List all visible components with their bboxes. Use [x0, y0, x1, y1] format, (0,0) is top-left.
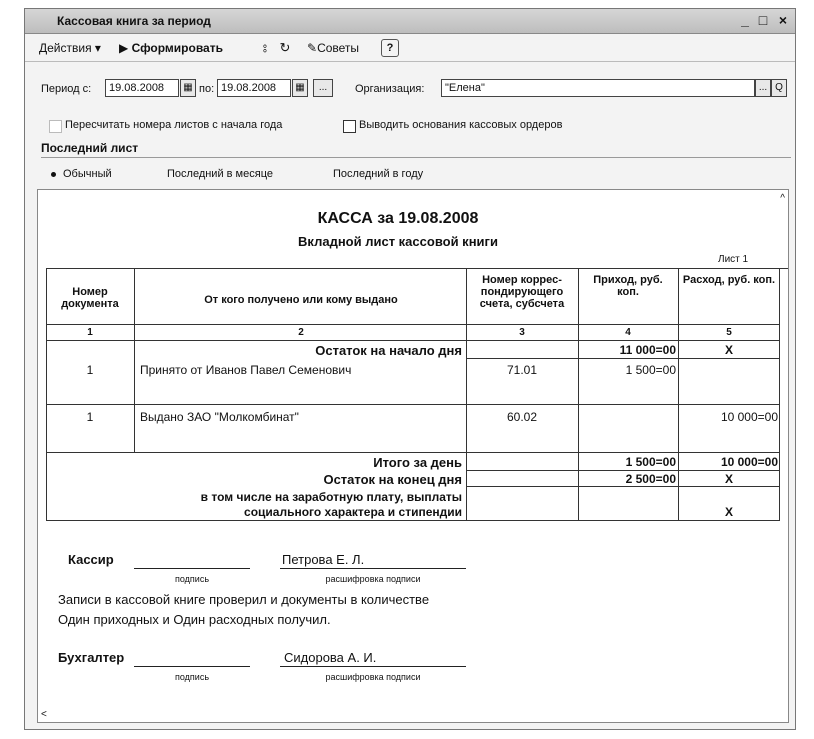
total-label: Итого за день — [373, 455, 462, 470]
table-border — [779, 268, 780, 520]
decode-caption: расшифровка подписи — [325, 574, 421, 584]
report-subtitle: Вкладной лист кассовой книги — [298, 234, 498, 249]
table-row-income: 1 500=00 — [625, 363, 676, 377]
table-border — [578, 268, 579, 520]
column-header-from-to: От кого получено или кому выдано — [204, 294, 398, 306]
opening-balance-income: 11 000=00 — [619, 343, 676, 357]
signature-line — [134, 666, 250, 667]
title-bar[interactable] — [25, 9, 795, 34]
period-from-input[interactable]: 19.08.2008 — [105, 79, 179, 97]
help-button[interactable]: ? — [381, 39, 399, 57]
cashier-label: Кассир — [68, 552, 114, 567]
cashier-name: Петрова Е. Л. — [282, 552, 365, 567]
organization-input[interactable]: "Елена" — [441, 79, 755, 97]
closing-balance-income: 2 500=00 — [625, 472, 676, 486]
renumber-label: Пересчитать номера листов с начала года — [65, 119, 283, 131]
table-border — [466, 470, 780, 471]
generate-button[interactable] — [119, 41, 223, 55]
period-to-input[interactable]: 19.08.2008 — [217, 79, 291, 97]
cash-book-window — [24, 8, 796, 730]
radio-selected-icon — [51, 172, 56, 177]
tips-label: Советы — [317, 41, 360, 55]
report-spreadsheet[interactable] — [37, 189, 789, 723]
last-sheet-radio-group — [25, 165, 795, 185]
organization-label: Организация: — [355, 83, 425, 95]
decode-caption: расшифровка подписи — [325, 672, 421, 682]
salary-expense: X — [724, 505, 733, 519]
tips-icon: ✎ — [307, 41, 318, 55]
total-income: 1 500=00 — [625, 455, 676, 469]
calendar-icon[interactable]: ▦ — [180, 79, 196, 97]
signature-line — [134, 568, 250, 569]
column-number: 2 — [298, 327, 304, 338]
signature-line — [280, 568, 466, 569]
salary-label-line-2: социального характера и стипендии — [244, 505, 462, 519]
maximize-button[interactable]: □ — [758, 12, 768, 28]
table-border — [466, 268, 467, 520]
opening-balance-label: Остаток на начало дня — [315, 343, 462, 358]
radio-last-in-year[interactable]: Последний в году — [333, 168, 424, 180]
closing-balance-label: Остаток на конец дня — [323, 472, 462, 487]
dropdown-arrow-icon: ▾ — [94, 41, 101, 55]
sheet-number: Лист 1 — [718, 254, 749, 265]
actions-label: Действия — [39, 41, 92, 55]
table-row-doc-number: 1 — [86, 410, 94, 424]
table-row-doc-number: 1 — [86, 363, 94, 377]
verification-note-1: Записи в кассовой книге проверил и документы в количестве — [58, 592, 430, 607]
table-border — [46, 268, 47, 520]
radio-normal[interactable]: Обычный — [63, 168, 112, 180]
table-border — [466, 358, 780, 359]
close-button[interactable]: × — [778, 12, 788, 28]
column-number: 1 — [87, 327, 93, 338]
table-row-who: Выдано ЗАО "Молкомбинат" — [140, 410, 299, 424]
table-row-account: 60.02 — [506, 410, 538, 424]
section-divider — [41, 157, 791, 158]
signature-caption: подпись — [174, 672, 210, 682]
period-to-label: по: — [199, 83, 215, 95]
toolbar — [25, 35, 795, 62]
table-border — [46, 340, 780, 341]
period-select-button[interactable]: ... — [313, 79, 333, 97]
salary-label-line-1: в том числе на заработную плату, выплаты — [200, 490, 462, 504]
table-row-who: Принято от Иванов Павел Семенович — [140, 363, 352, 377]
total-expense: 10 000=00 — [720, 455, 778, 469]
table-border — [46, 520, 780, 521]
radio-last-in-month[interactable]: Последний в месяце — [167, 168, 273, 180]
table-border — [134, 268, 135, 452]
opening-balance-expense: X — [724, 343, 733, 357]
actions-menu[interactable] — [39, 41, 101, 55]
column-header-account: Номер коррес- пондирующего счета, субсчета — [479, 274, 565, 310]
refresh-icon[interactable]: ↻ — [279, 40, 291, 55]
table-row-expense: 10 000=00 — [720, 410, 778, 424]
options-row — [25, 116, 795, 138]
table-border — [46, 324, 780, 325]
signature-line — [280, 666, 466, 667]
signature-caption: подпись — [174, 574, 210, 584]
period-row — [25, 69, 795, 95]
scroll-up-icon[interactable]: ^ — [780, 193, 785, 204]
table-border — [466, 486, 780, 487]
column-number: 5 — [726, 327, 732, 338]
table-border — [46, 404, 780, 405]
table-border — [678, 268, 679, 520]
reasons-checkbox[interactable] — [343, 120, 356, 133]
search-icon[interactable]: Q — [771, 79, 787, 97]
accountant-label: Бухгалтер — [58, 650, 125, 665]
column-header-expense: Расход, руб. коп. — [682, 274, 776, 286]
tips-button[interactable] — [307, 41, 359, 55]
table-row-account: 71.01 — [506, 363, 538, 377]
column-header-income: Приход, руб. коп. — [593, 274, 663, 298]
calendar-icon[interactable]: ▦ — [292, 79, 308, 97]
column-header-doc-number: Номер документа — [61, 286, 119, 310]
play-icon: ▶ — [119, 41, 132, 55]
scroll-left-icon[interactable]: < — [41, 709, 47, 720]
minimize-button[interactable]: _ — [741, 12, 749, 28]
generate-label: Сформировать — [131, 41, 223, 55]
accountant-name: Сидорова А. И. — [284, 650, 377, 665]
window-title: Кассовая книга за период — [57, 14, 211, 28]
column-number: 4 — [625, 327, 631, 338]
period-from-label: Период с: — [41, 83, 92, 95]
table-border — [46, 452, 780, 453]
report-title: КАССА за 19.08.2008 — [317, 210, 479, 227]
column-number: 3 — [519, 327, 525, 338]
verification-note-2: Один приходных и Один расходных получил. — [58, 612, 331, 627]
last-sheet-section-label: Последний лист — [41, 141, 139, 155]
reasons-label: Выводить основания кассовых ордеров — [359, 119, 563, 131]
organization-select-button[interactable]: ... — [755, 79, 771, 97]
expand-groups-icon[interactable]: ⦂ — [263, 40, 267, 55]
closing-balance-expense: X — [724, 472, 733, 486]
renumber-checkbox[interactable] — [49, 120, 62, 133]
